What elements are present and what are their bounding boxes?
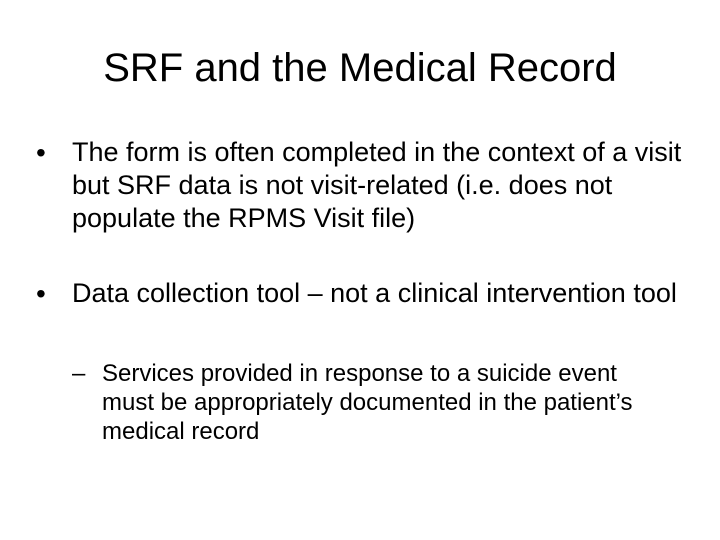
sub-bullet-marker: –	[72, 360, 86, 387]
bullet-item	[36, 136, 686, 235]
bullet-text: Data collection tool – not a clinical intervention tool	[72, 278, 677, 308]
bullet-marker: •	[36, 278, 46, 309]
bullet-marker: •	[36, 137, 46, 168]
sub-bullet-text: Services provided in response to a suicide event must be appropriately documented in the patient’s medical record	[102, 360, 633, 445]
bullet-item	[36, 277, 686, 310]
bullet-text: The form is often completed in the context of a visit but SRF data is not visit-related (i.e. does not populate the RPMS Visit file)	[72, 137, 682, 233]
sub-bullet-item	[72, 359, 672, 446]
slide-title: SRF and the Medical Record	[103, 46, 617, 90]
